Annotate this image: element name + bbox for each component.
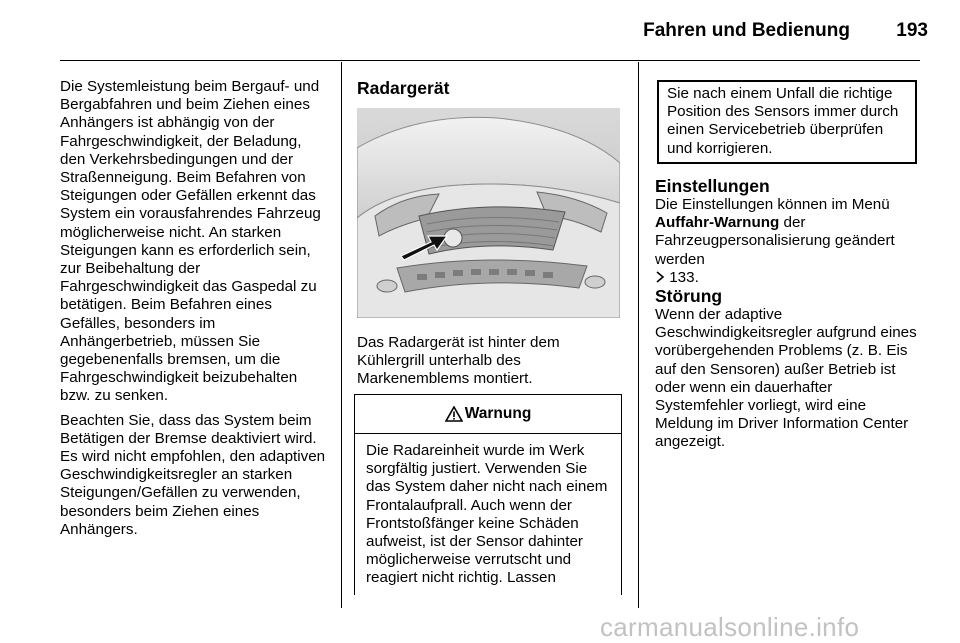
page-reference-icon (655, 270, 665, 282)
warning-continuation-box: Sie nach einem Unfall die richtige Position des Sensors immer durch einen Servicebetrieb überprüfen und korrigieren. (657, 80, 917, 164)
watermark: carmanualsonline.info (600, 612, 860, 642)
warning-box (354, 394, 622, 595)
menu-keyword: Auffahr-Warnung (655, 214, 780, 232)
fault-paragraph: Wenn der adaptive Geschwindigkeitsregler aufgrund eines vorübergehenden Problems (z. B. Eis auf den Sensoren) außer Betrieb ist oder wenn ein dauerhafter Systemfehler vorliegt, wird eine Meldung im Driver Information Center angezeigt. (655, 306, 917, 451)
column-divider-right (638, 62, 639, 608)
warning-title: Warnung (464, 405, 532, 422)
settings-paragraph (655, 196, 919, 287)
settings-text-post: der Fahrzeugpersonalisierung geändert werden (655, 214, 895, 268)
radar-caption: Das Radargerät ist hinter dem Kühlergrill unterhalb des Markenemblems montiert. (357, 334, 560, 388)
section-title: Fahren und Bedienung (643, 20, 850, 41)
radar-location-photo (357, 108, 620, 318)
page-number: 193 (896, 20, 928, 41)
column-divider-left (341, 62, 342, 608)
heading-einstellungen: Einstellungen (655, 176, 770, 196)
warning-triangle-icon (445, 406, 463, 422)
left-column (60, 78, 330, 545)
page-reference: 133. (669, 268, 699, 286)
heading-stoerung: Störung (655, 286, 723, 306)
heading-radargeraet: Radargerät (357, 78, 450, 98)
car-front-illustration (357, 108, 620, 318)
warning-header (355, 395, 621, 434)
header-rule (60, 60, 920, 61)
warning-text: Die Radareinheit wurde im Werk sorgfältig justiert. Verwenden Sie das System daher nicht nach einem Frontalaufprall. Auch wenn der Frontstoßfänger keine Schäden aufweist, ist der Sensor dahinter möglicherweise verrutscht und reagiert nicht richtig. Lassen (366, 442, 608, 587)
settings-text-pre: Die Einstellungen können im Menü (655, 196, 890, 213)
paragraph-system-performance: Die Systemleistung beim Bergauf- und Bergabfahren und beim Ziehen eines Anhängers ist abhängig von der Fahrgeschwindigkeit, der Beladung, den Verkehrsbedingungen und der Straßenneigung. Beim Befahren von Steigungen oder Gefällen erkennt das System ein vorausfahrendes Fahrzeug möglicherweise nicht. An starken Steigungen kann es erforderlich sein, zur Beibehaltung der Fahrgeschwindigkeit das Gaspedal zu betätigen. Beim Befahren eines Gefälles, besonders im Anhängerbetrieb, müssen Sie gegebenenfalls bremsen, um die Fahrgeschwindigkeit beizubehalten bzw. zu senken. (60, 78, 321, 405)
paragraph-brake-note: Beachten Sie, dass das System beim Betätigen der Bremse deaktiviert wird. Es wird nicht empfohlen, den adaptiven Geschwindigkeitsregler an starken Steigungen/Gefällen zu verwenden, besonders beim Ziehen eines Anhängers. (60, 411, 326, 538)
